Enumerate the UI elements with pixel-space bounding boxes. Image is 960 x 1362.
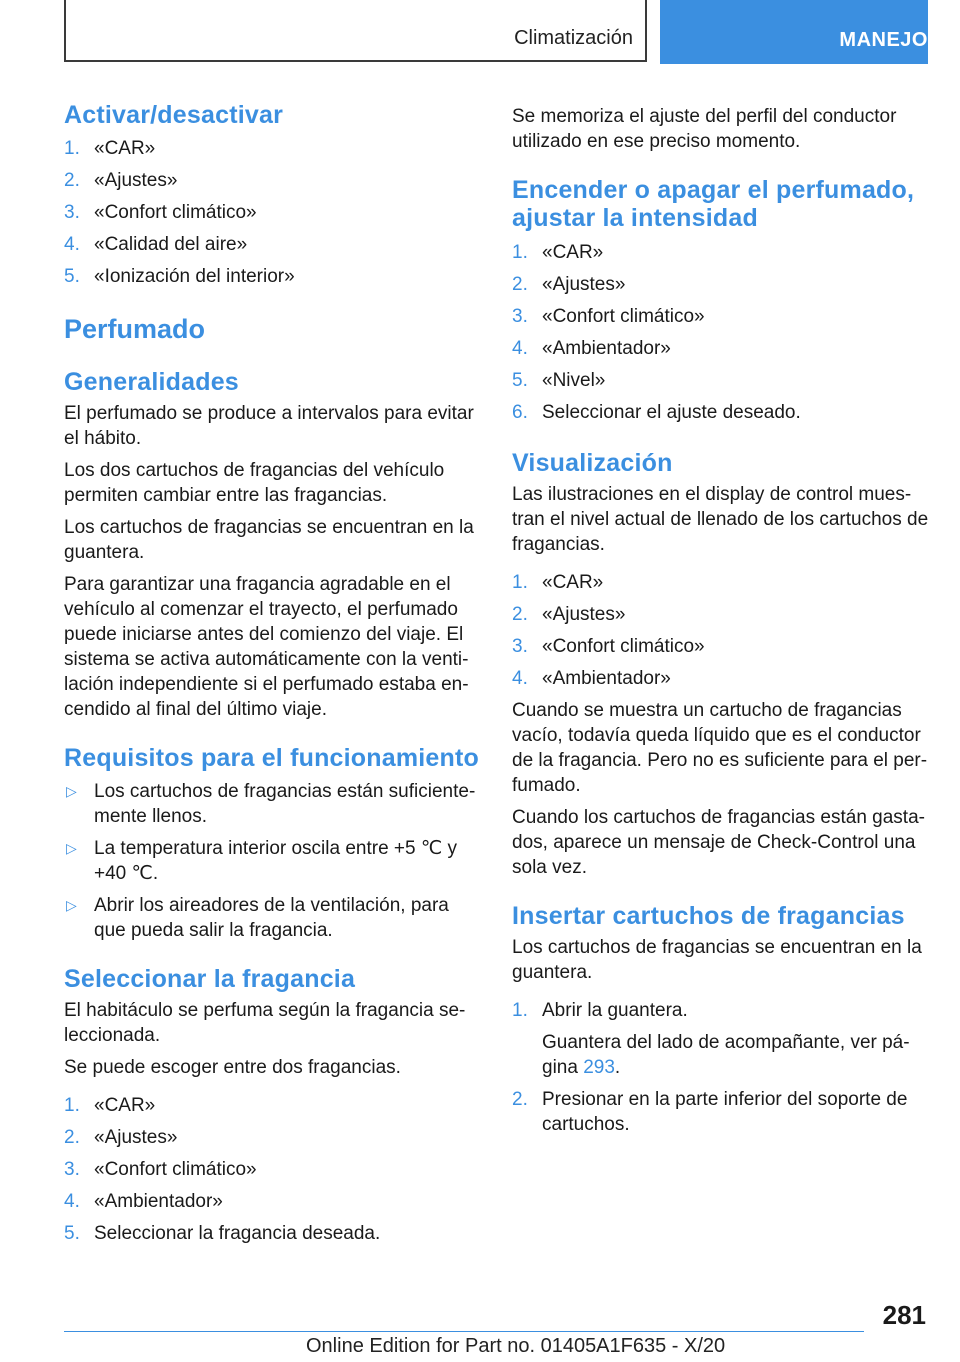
paragraph: El perfumado se produce a intervalos para evitar el hábito. <box>64 403 474 449</box>
encender-steps <box>512 240 930 425</box>
right-column <box>512 104 930 1137</box>
list-item <box>64 779 484 829</box>
step-number: 3. <box>512 636 528 657</box>
step-number: 3. <box>512 306 528 327</box>
step-number: 1. <box>64 1095 80 1116</box>
heading-seleccionar: Seleccionar la fragancia <box>64 965 356 993</box>
step-text: «CAR» <box>94 1095 156 1116</box>
chapter-tab <box>660 0 928 64</box>
list-item <box>512 602 930 627</box>
list-item <box>512 666 930 691</box>
paragraph: Los cartuchos de fragancias se encuentran en la guantera. <box>64 517 474 563</box>
heading-perfumado: Perfumado <box>64 314 206 344</box>
list-item <box>64 1125 484 1150</box>
paragraph: Las ilustraciones en el display de control muestran el nivel actual de llenado de los cartuchos de fragancias. <box>512 484 929 555</box>
requisitos-list <box>64 779 484 943</box>
list-item <box>64 232 484 257</box>
step-text: «Confort climático» <box>94 202 257 223</box>
visualizacion-steps <box>512 570 930 691</box>
seleccionar-steps <box>64 1093 484 1246</box>
step-text: «CAR» <box>542 242 604 263</box>
step-number: 5. <box>512 370 528 391</box>
list-item <box>64 836 484 886</box>
paragraph: Se memoriza el ajuste del perfil del conductor utilizado en ese preciso momento. <box>512 106 897 152</box>
step-number: 2. <box>512 274 528 295</box>
step-number: 2. <box>512 604 528 625</box>
step-text: Abrir la guantera. <box>542 1000 688 1021</box>
page-reference-link[interactable]: 293 <box>583 1057 615 1078</box>
step-number: 1. <box>512 1000 528 1021</box>
page-header <box>64 0 928 66</box>
step-text: «Confort climático» <box>542 306 705 327</box>
bullet-text: Abrir los aireadores de la ventilación, para que pueda salir la fragancia. <box>94 895 449 941</box>
step-text: Seleccionar la fragancia deseada. <box>94 1223 381 1244</box>
list-item <box>64 893 484 943</box>
footer-divider <box>64 1331 864 1332</box>
step-text: «Confort climático» <box>94 1159 257 1180</box>
paragraph: Para garantizar una fragancia agradable en el vehículo al comenzar el trayecto, el perfumado puede iniciarse antes del comienzo del viaje. El sistema se activa automáticamente con la ventilación independiente si el perfumado estaba encendido al final del último viaje. <box>64 574 469 720</box>
list-item <box>64 264 484 289</box>
substep-period: . <box>614 1057 621 1078</box>
bullet-text: Los cartuchos de fragancias están suficientemente llenos. <box>94 781 476 827</box>
heading-visualizacion: Visualización <box>512 449 673 477</box>
step-number: 2. <box>64 1127 80 1148</box>
step-text: «Ambientador» <box>542 668 671 689</box>
step-number: 1. <box>512 242 528 263</box>
step-number: 2. <box>64 170 80 191</box>
list-item <box>64 136 484 161</box>
step-text: «Ajustes» <box>542 604 626 625</box>
paragraph: Cuando se muestra un cartucho de fragancias vacío, todavía queda líquido que es el conductor de la fragancia. Pero no es suficiente para el perfumado. <box>512 700 928 796</box>
step-number: 1. <box>64 138 80 159</box>
step-number: 4. <box>64 234 80 255</box>
step-number: 5. <box>64 266 80 287</box>
triangle-bullet-icon: ▷ <box>66 783 77 799</box>
step-text: Seleccionar el ajuste deseado. <box>542 402 801 423</box>
step-number: 4. <box>64 1191 80 1212</box>
list-item <box>512 634 930 659</box>
step-number: 4. <box>512 668 528 689</box>
list-item <box>64 1189 484 1214</box>
list-item <box>512 998 930 1080</box>
step-number: 5. <box>64 1223 80 1244</box>
heading-generalidades: Generalidades <box>64 368 239 396</box>
list-item <box>64 1157 484 1182</box>
step-text: «Ambientador» <box>542 338 671 359</box>
list-item <box>512 570 930 595</box>
heading-activar: Activar/desactivar <box>64 101 284 129</box>
list-item <box>512 1087 930 1137</box>
list-item <box>64 168 484 193</box>
step-text: «Ionización del interior» <box>94 266 295 287</box>
list-item <box>512 304 930 329</box>
paragraph: Se puede escoger entre dos fragancias. <box>64 1057 401 1078</box>
paragraph: Los dos cartuchos de fragancias del vehículo permiten cambiar entre las fragancias. <box>64 460 445 506</box>
list-item <box>512 368 930 393</box>
step-number: 3. <box>64 1159 80 1180</box>
step-text: «Confort climático» <box>542 636 705 657</box>
heading-encender: Encender o apagar el perfumado, ajustar la intensidad <box>512 176 915 232</box>
left-column <box>64 100 484 1246</box>
heading-insertar: Insertar cartuchos de fragancias <box>512 902 905 930</box>
step-text: «Ajustes» <box>94 170 178 191</box>
step-substep <box>542 1030 930 1080</box>
step-number: 3. <box>64 202 80 223</box>
paragraph: Los cartuchos de fragancias se encuentran en la guantera. <box>512 937 922 983</box>
paragraph: El habitáculo se perfuma según la fragancia seleccionada. <box>64 1000 466 1046</box>
step-number: 6. <box>512 402 528 423</box>
bullet-text: La temperatura interior oscila entre +5 ℃ y +40 ℃. <box>94 838 457 884</box>
step-text: «CAR» <box>94 138 156 159</box>
triangle-bullet-icon: ▷ <box>66 897 77 913</box>
paragraph: Cuando los cartuchos de fragancias están gastados, aparece un mensaje de Check-Control una sola vez. <box>512 807 925 878</box>
step-text: «Ajustes» <box>94 1127 178 1148</box>
step-text: «Nivel» <box>542 370 606 391</box>
step-number: 1. <box>512 572 528 593</box>
step-text: «Calidad del aire» <box>94 234 248 255</box>
activar-steps <box>64 136 484 289</box>
step-number: 4. <box>512 338 528 359</box>
section-title: Climatización <box>514 27 633 49</box>
list-item <box>512 240 930 265</box>
triangle-bullet-icon: ▷ <box>66 840 77 856</box>
footer-edition: Online Edition for Part no. 01405A1F635 - X/20 <box>306 1335 726 1357</box>
chapter-label-text: MANEJO <box>839 29 928 51</box>
insertar-steps <box>512 998 930 1137</box>
step-text: «Ambientador» <box>94 1191 223 1212</box>
list-item <box>512 336 930 361</box>
list-item <box>64 200 484 225</box>
list-item <box>64 1221 484 1246</box>
step-text: «Ajustes» <box>542 274 626 295</box>
step-text: Presionar en la parte inferior del soporte de cartuchos. <box>542 1089 908 1135</box>
section-tab <box>64 0 647 62</box>
step-number: 2. <box>512 1089 528 1110</box>
chapter-title <box>660 29 928 52</box>
list-item <box>512 272 930 297</box>
page-number: 281 <box>882 1300 926 1330</box>
list-item <box>64 1093 484 1118</box>
substep-text: Guantera del lado de acompañante, ver página <box>542 1032 910 1078</box>
list-item <box>512 400 930 425</box>
step-text: «CAR» <box>542 572 604 593</box>
heading-requisitos: Requisitos para el funcionamiento <box>64 744 479 772</box>
